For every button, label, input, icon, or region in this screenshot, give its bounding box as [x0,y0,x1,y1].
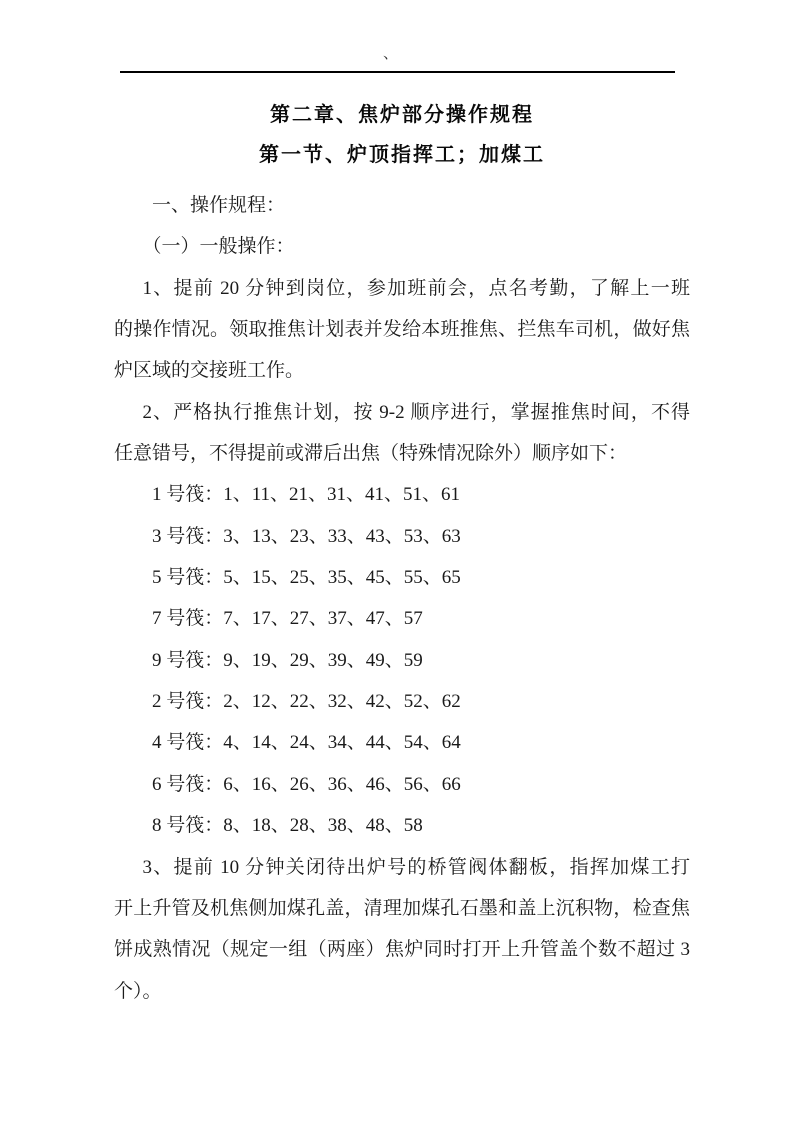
document-body [114,185,690,1012]
chapter-title: 第二章、焦炉部分操作规程 [270,104,534,126]
oven-sequence-line: 8 号筏：8、18、28、38、48、58 [152,815,423,837]
paragraph-line: 任意错号，不得提前或滞后出焦（特殊情况除外）顺序如下： [114,443,628,465]
paragraph-line: 3、提前 10 分钟关闭待出炉号的桥管阀体翻板，指挥加煤工打 [142,856,690,878]
paragraph-line: 1、提前 20 分钟到岗位，参加班前会，点名考勤，了解上一班 [142,277,690,299]
oven-sequence-line: 6 号筏：6、16、26、36、46、56、66 [152,773,461,795]
oven-sequence-line: 2 号筏：2、12、22、32、42、52、62 [152,691,461,713]
oven-sequence-line: 9 号筏：9、19、29、39、49、59 [152,649,423,671]
paragraph-line: 饼成熟情况（规定一组（两座）焦炉同时打开上升管盖个数不超过 3 [114,939,690,961]
header-rule [120,71,675,73]
paragraph-line: 2、严格执行推焦计划，按 9-2 顺序进行，掌握推焦时间，不得 [142,401,690,423]
oven-sequence-line: 4 号筏：4、14、24、34、44、54、64 [152,732,461,754]
paragraph-line: （一）一般操作： [142,236,295,258]
paragraph-line: 一、操作规程： [152,195,286,216]
oven-sequence-line: 5 号筏：5、15、25、35、45、55、65 [152,567,461,589]
stray-comma-mark: 、 [383,46,399,62]
oven-sequence-line: 7 号筏：7、17、27、37、47、57 [152,608,423,630]
paragraph-line: 个）。 [114,980,162,1002]
paragraph-line: 的操作情况。领取推焦计划表并发给本班推焦、拦焦车司机，做好焦 [114,319,690,341]
paragraph-line: 炉区域的交接班工作。 [114,360,305,382]
paragraph-line: 开上升管及机焦侧加煤孔盖，清理加煤孔石墨和盖上沉积物，检查焦 [114,897,690,919]
oven-sequence-line: 3 号筏：3、13、23、33、43、53、63 [152,525,461,547]
section-title: 第一节、炉顶指挥工；加煤工 [259,144,545,166]
oven-sequence-line: 1 号筏：1、11、21、31、41、51、61 [152,484,461,506]
